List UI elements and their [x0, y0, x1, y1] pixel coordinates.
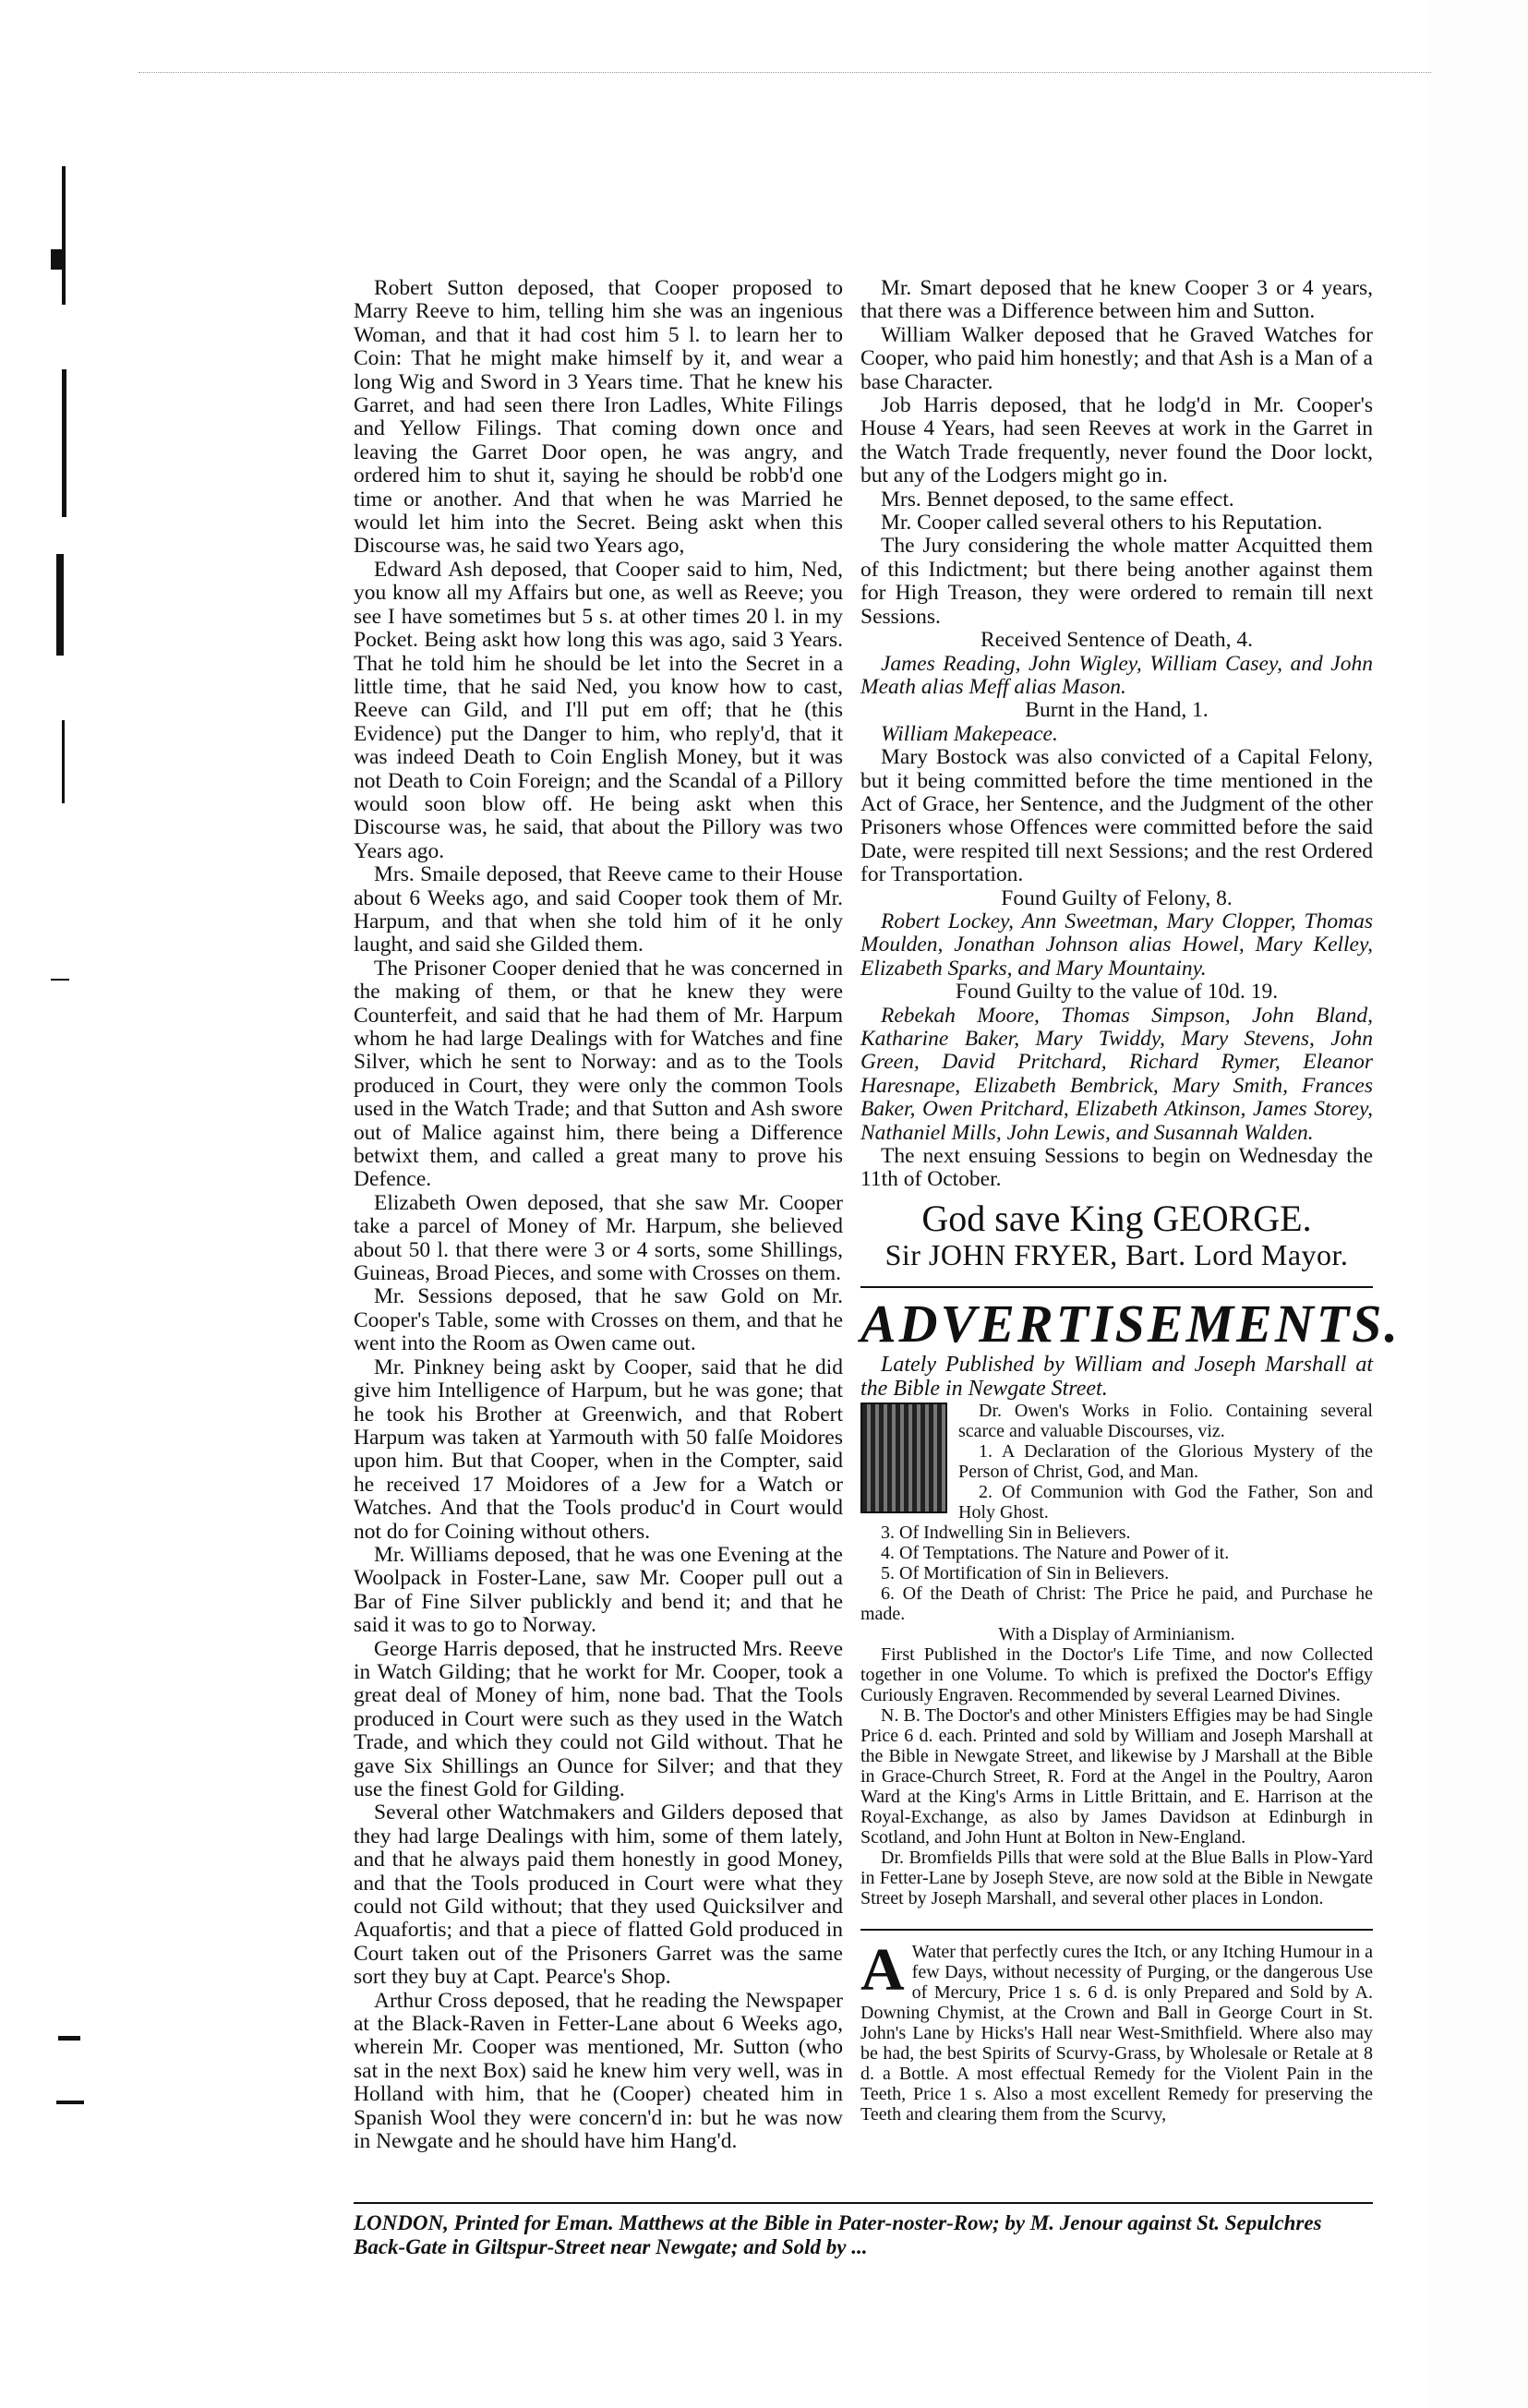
lord-mayor: Sir JOHN FRYER, Bart. Lord Mayor. — [884, 1237, 1349, 1271]
smart-deposition: Mr. Smart deposed that he knew Cooper 3 or 4 years, that there was a Difference between him and Sutton. — [860, 276, 1373, 324]
jury-verdict: The Jury considering the whole matter Acquitted them of this Indictment; but there being another against them for High Treason, they were ordered to remain till next Sessions. — [860, 534, 1373, 629]
owen-item: 4. Of Temptations. The Nature and Power of it. — [881, 1542, 1230, 1563]
next-sessions: The next ensuing Sessions to begin on Wednesday the 11th of October. — [860, 1144, 1373, 1192]
cooper-reputation: Mr. Cooper called several others to his Reputation. — [881, 511, 1323, 536]
owen-item: 3. Of Indwelling Sin in Believers. — [881, 1522, 1131, 1543]
owen-item: 1. A Declaration of the Glorious Mystery of the Person of Christ, God, and Man. — [958, 1440, 1373, 1482]
imprint-rule — [354, 2202, 1373, 2204]
bostock-paragraph: Mary Bostock was also convicted of a Capital Felony, but it being committed before the time mentioned in the Act of Grace, her Sentence, and the Judgment of the other Prisoners whose Offences were committed before the said Date, were respited till next Sessions; and the rest Ordered for Transportation. — [860, 745, 1373, 887]
imprint: LONDON, Printed for Eman. Matthews at the Bible in Pater-noster-Row; by M. Jenour against St. Sepulchres Back-Gate in Giltspur-Street near Newgate; and Sold by ... — [354, 2211, 1322, 2258]
tenpence-names: Rebekah Moore, Thomas Simpson, John Bland, Katharine Baker, Mary Twiddy, Mary Stevens, John Green, David Pritchard, Richard Rymer, Eleanor Haresnape, Elizabeth Bembrick, Mary Smith, Frances Baker, Owen Pritchard, Elizabeth Atkinson, James Storey, Nathaniel Mills, John Lewis, and Susannah Walden. — [860, 1003, 1373, 1145]
pinkney-deposition: Mr. Pinkney being askt by Cooper, said that he did give him Intelligence of Harpum, but he was gone; that he took his Brother at Greenwich, and that Robert Harpum was taken at Yarmouth with 50 falſe Moidores upon him. But that Cooper, when in the Compter, said he received 17 Moidores of a Jew for a Watch or Watches. And that the Tools produc'd in Court would not do for Coining without others. — [354, 1354, 843, 1544]
cross-deposition: Arthur Cross deposed, that he reading the Newspaper at the Black-Raven in Fetter-Lane about 6 Weeks ago, wherein Mr. Cooper was mentioned, Mr. Sutton (who sat in the next Box) said he knew him very well, was in Holland with him, that he (Cooper) cheated him in Spanish Wool they were concern'd in: but he was now in Newgate and he should have him Hang'd. — [354, 1988, 843, 2154]
death-heading: Received Sentence of Death, 4. — [981, 628, 1253, 653]
bennet-deposition: Mrs. Bennet deposed, to the same effect. — [881, 487, 1234, 512]
williams-deposition: Mr. Williams deposed, that he was one Evening at the Woolpack in Foster-Lane, saw Mr. Cooper pull out a Bar of Fine Silver publickly and bend it; and that he said it was to go to Norway. — [354, 1542, 843, 1638]
job-harris-deposition: Job Harris deposed, that he lodg'd in Mr. Cooper's House 4 Years, had seen Reeves at work in the Garret in the Watch Trade frequently, never found the Door lockt, but any of the Lodgers might go in. — [860, 393, 1373, 488]
page-edge — [1426, 0, 1528, 2408]
drop-cap: A — [860, 1935, 905, 2004]
ash-deposition: Edward Ash deposed, that Cooper said to him, Ned, you know all my Affairs but one, as well as Reeve; you see I have sometimes but 5 s. at other times 20 l. in my Pocket. Being askt how long this was ago, said 3 Years. That he told him he should be let into the Secret in a little time, that he said Ned, you know how to cast, Reeve can Gild, and I'll put em off; that he (this Evidence) put the Danger to him, who reply'd, that it was indeed Death to Coin English Money, but it was not Death to Coin Foreign; and the Scandal of a Pillory would soon blow off. He being askt when this Discourse was, he said, that about the Pillory was two Years ago. — [354, 557, 843, 863]
bible-sign-image — [860, 1403, 947, 1513]
water-text: Water that perfectly cures the Itch, or any Itching Humour in a few Days, without necessity of Purging, or the dangerous Use of Mercury, Price 1 s. 6 d. is only Prepared and Sold by A. Downing Chymist, at the Crown and Ball in George Court in St. John's Lane by Hicks's Hall near West-Smithfield. Where also may be had, the best Spirits of Scurvy-Grass, by Wholesale or Retale at 8 d. a Bottle. A most effectual Remedy for the Violent Pain in the Teeth, Price 1 s. Also a most excellent Remedy for preserving the Teeth and clearing them from the Scurvy, — [860, 1941, 1373, 2125]
harris-deposition: George Harris deposed, that he instructed Mrs. Reeve in Watch Gilding; that he workt for Mr. Cooper, took a great deal of Money of him, none bad. That the Tools produced in Court were such as they used in the Watch Trade, and which they could not Gild without. That he gave Six Shillings an Ounce for Silver; and that they use the finest Gold for Gilding. — [354, 1636, 843, 1801]
owen-item: 6. Of the Death of Christ: The Price he paid, and Purchase he made. — [860, 1583, 1373, 1624]
owen-intro: Dr. Owen's Works in Folio. Containing several scarce and valuable Discourses, viz. — [958, 1400, 1373, 1441]
right-column — [860, 276, 1401, 2125]
burnt-heading: Burnt in the Hand, 1. — [1025, 698, 1209, 723]
smaile-deposition: Mrs. Smaile deposed, that Reeve came to their House about 6 Weeks ago, and said Cooper took them of Mr. Harpum, and that when she told him of it he only laught, and said she Gilded them. — [354, 862, 843, 957]
sessions-deposition: Mr. Sessions deposed, that he saw Gold on Mr. Cooper's Table, some with Crosses on them, and that he went into the Room as Owen came out. — [354, 1284, 843, 1356]
owen-item: 5. Of Mortification of Sin in Believers. — [881, 1562, 1170, 1583]
top-scan-noise — [138, 72, 1431, 82]
god-save-king: God save King GEORGE. — [921, 1197, 1312, 1239]
watchmakers-deposition: Several other Watchmakers and Gilders deposed that they had large Dealings with him, some of them lately, and that he always paid them honestly in good Money, and that the Tools produced in Court were what they could not Gild without; that they used Quicksilver and Aquafortis; and that a piece of flatted Gold produced in Court taken out of the Prisoners Garret was the same sort they buy at Capt. Pearce's Shop. — [354, 1800, 843, 1990]
owen-item: 2. Of Communion with God the Father, Son and Holy Ghost. — [958, 1481, 1373, 1523]
death-names: James Reading, John Wigley, William Casey, and John Meath alias Meff alias Mason. — [860, 651, 1373, 699]
left-column — [354, 277, 843, 2154]
nb-paragraph: N. B. The Doctor's and other Ministers Effigies may be had Single Price 6 d. each. Printed and sold by William and Joseph Marshall at the Bible in Newgate Street, and likewise by J Marshall at the Bible in Grace-Church Street, R. Ford at the Angel in the Poultry, Aaron Ward at the King's Arms in Little Brittain, and E. Harrison at the Royal-Exchange, as also by James Davidson at Edinburgh in Scotland, and John Hunt at Bolton in New-England. — [860, 1704, 1373, 1848]
sutton-deposition: Robert Sutton deposed, that Cooper proposed to Marry Reeve to him, telling him she was an ingenious Woman, and that it had cost him 5 l. to learn her to Coin: That he might make himself by it, and wear a long Wig and Sword in 3 Years time. That he knew his Garret, and had seen there Iron Ladles, White Filings and Yellow Filings. That coming down once and leaving the Garret Door open, he was angry, and ordered him to shut it, saying he should be robb'd one time or another. And that when he was Married he would let him into the Secret. Being askt when this Discourse was, he said two Years ago, — [354, 276, 843, 559]
arminianism-line: With a Display of Arminianism. — [998, 1623, 1235, 1644]
felony-heading: Found Guilty of Felony, 8. — [1001, 885, 1233, 910]
pills-paragraph: Dr. Bromfields Pills that were sold at the Blue Balls in Plow-Yard in Fetter-Lane by Joseph Steve, are now sold at the Bible in Newgate Street by Joseph Marshall, and several other places in London. — [860, 1847, 1373, 1908]
first-published: First Published in the Doctor's Life Time, and now Collected together in one Volume. To which is prefixed the Doctor's Effigy Curiously Engraven. Recommended by several Learned Divines. — [860, 1643, 1373, 1705]
owen-deposition: Elizabeth Owen deposed, that she saw Mr. Cooper take a parcel of Money of Mr. Harpum, she believed about 50 l. that there were 3 or 4 sorts, some Shillings, Guineas, Broad Pieces, and some with Crosses on them. — [354, 1190, 843, 1286]
published-line: Lately Published by William and Joseph Marshall at the Bible in Newgate Street. — [860, 1352, 1373, 1401]
felony-names: Robert Lockey, Ann Sweetman, Mary Clopper, Thomas Moulden, Jonathan Johnson alias Howel, Mary Kelley, Elizabeth Sparks, and Mary Mountainy. — [860, 909, 1373, 981]
owen-advert — [860, 1401, 1373, 1908]
prisoner-defence: The Prisoner Cooper denied that he was concerned in the making of them, or that he knew they were Counterfeit, and said that he had them of Mr. Harpum whom he had large Dealings with for Watches and fine Silver, which he sent to Norway: and as to the Tools produced in Court, they were only the common Tools used in the Watch Trade; and that Sutton and Ash swore out of Malice against him, there being a Difference betwixt them, and called a great many to prove his Defence. — [354, 956, 843, 1192]
walker-deposition: William Walker deposed that he Graved Watches for Cooper, who paid him honestly; and that Ash is a Man of a base Character. — [860, 322, 1373, 394]
water-advert — [860, 1929, 1373, 2125]
advertisements-heading: ADVERTISEMENTS. — [860, 1286, 1373, 1353]
tenpence-heading: Found Guilty to the value of 10d. 19. — [955, 980, 1279, 1005]
burnt-names: William Makepeace. — [881, 721, 1058, 746]
margin-scan-marks — [51, 166, 78, 2290]
